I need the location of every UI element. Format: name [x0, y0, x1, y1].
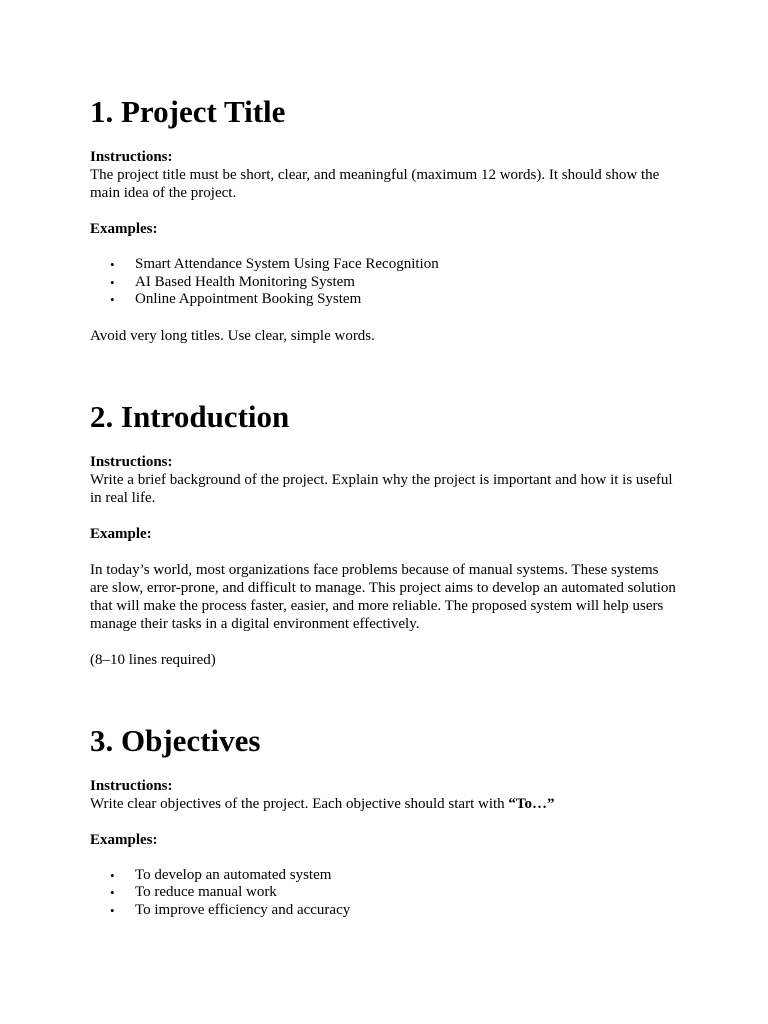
list-item: • AI Based Health Monitoring System — [110, 273, 355, 290]
instructions-label: Instructions: — [90, 149, 173, 165]
bullet-icon: • — [110, 867, 115, 883]
instructions-text: The project title must be short, clear, and meaningful (maximum 12 words). It should show the main idea of the project. — [90, 167, 660, 201]
list-item: • To reduce manual work — [110, 884, 277, 900]
bullet-icon: • — [110, 902, 115, 918]
example-label: Example: — [90, 525, 152, 542]
section-project-title — [90, 94, 678, 345]
instructions-label: Instructions: — [90, 777, 173, 794]
bullet-icon: • — [110, 885, 115, 900]
example-text: In today’s world, most organizations face problems because of manual systems. These systems are slow, error-prone, and difficult to manage. This project aims to develop an automated solution that will make the process faster, easier, and more reliable. The proposed system will help users manage their tasks in a digital environment effectively. — [90, 561, 676, 632]
note-text: Avoid very long titles. Use clear, simple words. — [90, 327, 375, 344]
instructions-text: Write clear objectives of the project. Each objective should start with “To…” — [90, 795, 555, 812]
examples-label: Examples: — [90, 831, 158, 848]
list-item: • To develop an automated system — [110, 866, 332, 883]
section-heading: 3. Objectives — [90, 722, 261, 758]
instructions-text: Write a brief background of the project. Explain why the project is important and how it is useful in real life. — [90, 471, 673, 506]
note-text: (8–10 lines required) — [90, 651, 216, 668]
examples-list — [90, 256, 678, 309]
examples-list — [90, 867, 678, 920]
bullet-icon: • — [110, 292, 115, 307]
instructions-emphasis: “To…” — [508, 795, 555, 812]
section-heading: 1. Project Title — [90, 94, 286, 129]
list-item: • To improve efficiency and accuracy — [110, 901, 351, 918]
section-objectives — [90, 723, 678, 920]
list-item: • Smart Attendance System Using Face Recognition — [110, 256, 439, 272]
section-introduction — [90, 399, 678, 669]
list-item: • Online Appointment Booking System — [110, 291, 362, 307]
bullet-icon: • — [110, 257, 115, 272]
instructions-label: Instructions: — [90, 453, 173, 470]
examples-label: Examples: — [90, 221, 158, 237]
bullet-icon: • — [110, 274, 115, 290]
section-heading: 2. Introduction — [90, 398, 290, 434]
